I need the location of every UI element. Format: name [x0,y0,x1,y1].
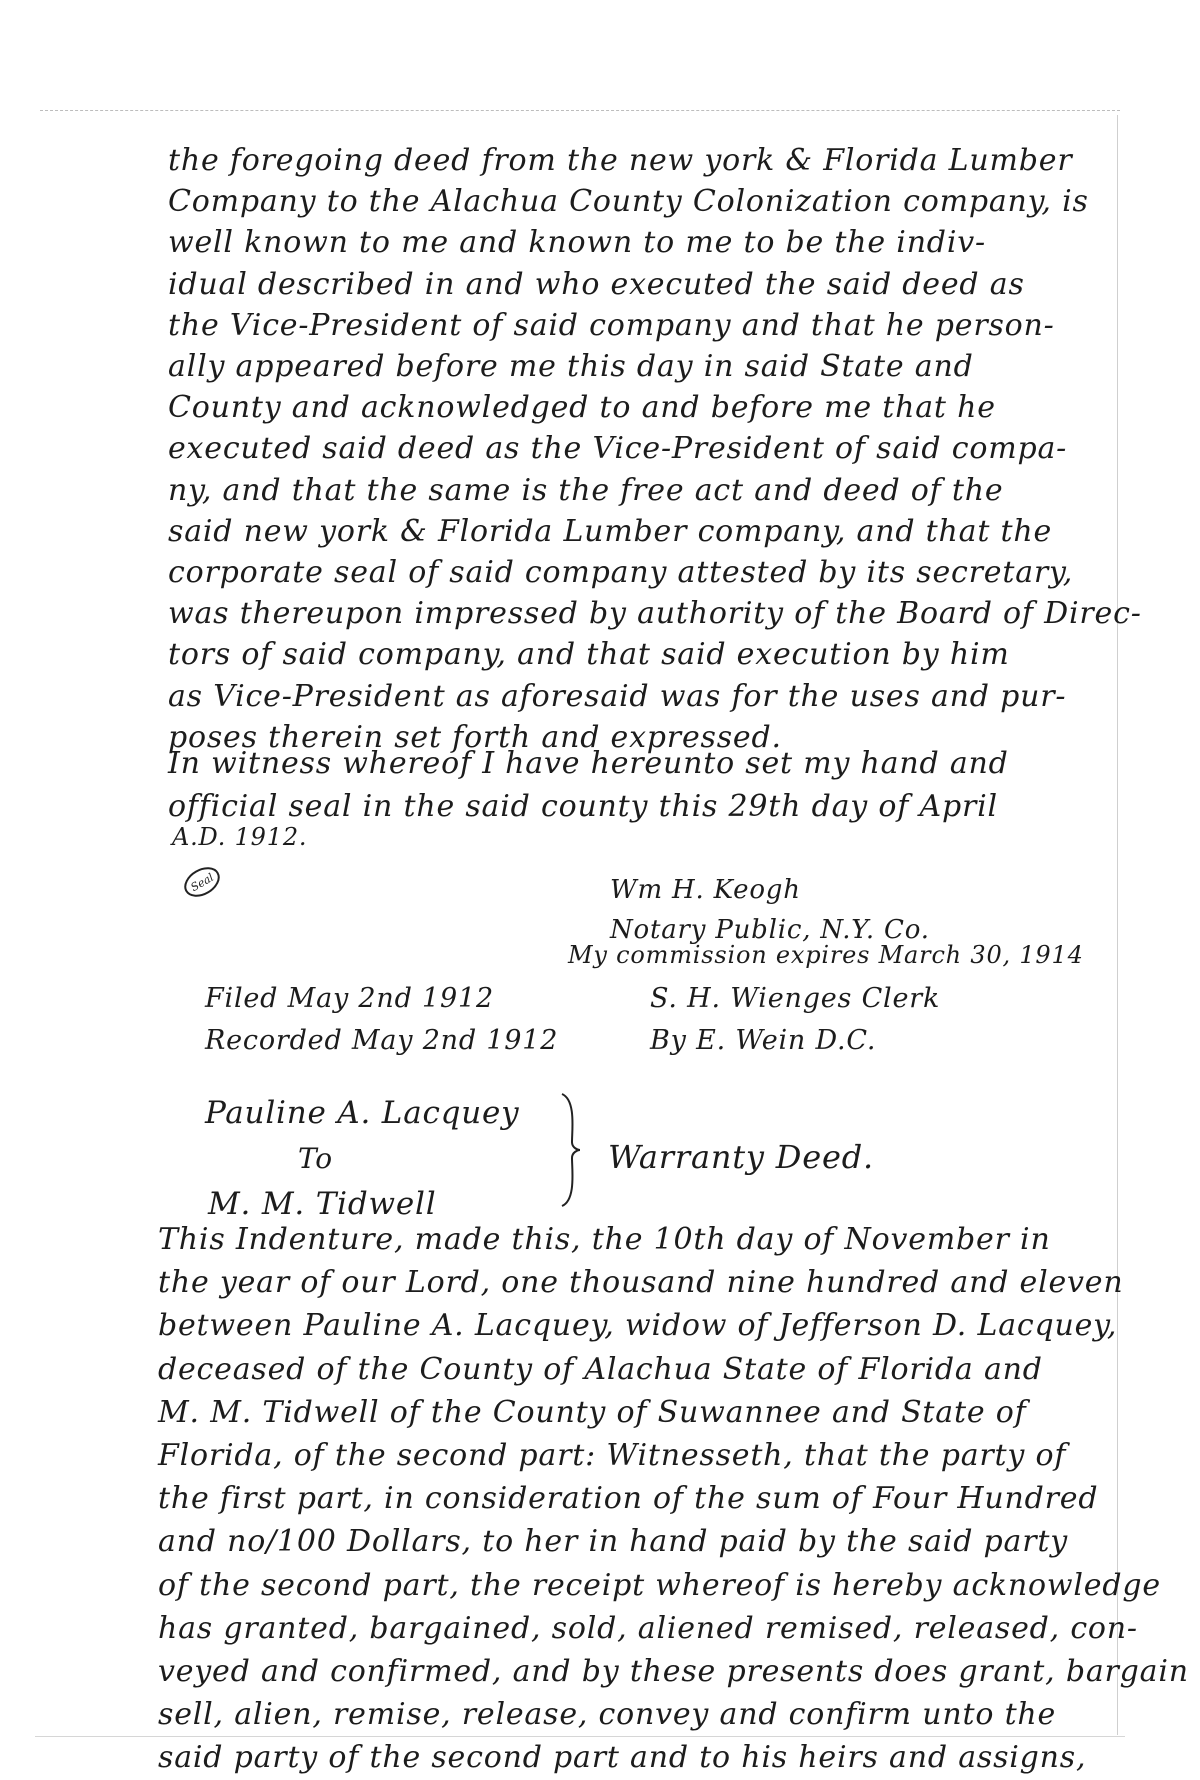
seal-label: Seal [188,870,216,895]
recorded-date: Recorded May 2nd 1912 [205,1025,559,1056]
text-line: Florida, of the second part: Witnesseth, that the party of [158,1438,1067,1474]
deputy-clerk: By E. Wein D.C. [650,1025,877,1056]
text-line: the first part, in consideration of the sum of Four Hundred [158,1481,1099,1517]
acknowledgment-paragraph [168,140,1142,758]
text-line: the year of our Lord, one thousand nine hundred and eleven [158,1265,1124,1301]
text-line: corporate seal of said company attested by its secretary, [168,555,1074,591]
filed-date: Filed May 2nd 1912 [205,983,494,1014]
witness-date: A.D. 1912. [172,823,308,851]
text-line: County and acknowledged to and before me that he [168,390,996,426]
text-line: of the second part, the receipt whereof is hereby acknowledge [158,1567,1161,1603]
grantor-name: Pauline A. Lacquey [205,1095,520,1131]
text-line: has granted, bargained, sold, aliened remised, released, con- [158,1610,1138,1646]
text-line: between Pauline A. Lacquey, widow of Jefferson D. Lacquey, [158,1308,1118,1344]
text-line: idual described in and who executed the said deed as [168,266,1025,302]
text-line: said party of the second part and to his heirs and assigns, [158,1740,1087,1776]
notary-name: Wm H. Keogh [610,875,801,905]
text-line: said new york & Florida Lumber company, and that the [168,513,1053,549]
text-line: poses therein set forth and expressed. [168,719,782,755]
text-line: was thereupon impressed by authority of the Board of Direc- [168,596,1142,632]
to-label: To [298,1142,333,1175]
text-line: the foregoing deed from the new york & Florida Lumber [168,143,1073,178]
clerk-name: S. H. Wienges Clerk [650,983,941,1014]
text-line: In witness whereof I have hereunto set my hand and [168,746,1009,781]
text-line: Company to the Alachua County Colonization company, is [168,184,1089,220]
text-line: official seal in the said county this 29th day of April [168,789,998,824]
parties-brace [558,1090,584,1210]
text-line: ally appeared before me this day in said State and [168,349,974,385]
deed-type: Warranty Deed. [608,1138,874,1176]
commission-expiry: My commission expires March 30, 1914 [568,941,1084,969]
witness-paragraph [168,742,1009,828]
text-line: ny, and that the same is the free act and deed of the [168,472,1004,508]
clerk-record [650,978,940,1062]
text-line: the Vice-President of said company and that he person- [168,307,1055,343]
seal-mark [180,862,224,902]
indenture-paragraph [158,1218,1189,1780]
text-line: and no/100 Dollars, to her in hand paid by the said party [158,1524,1068,1560]
text-line: veyed and confirmed, and by these presents does grant, bargain [158,1654,1189,1690]
text-line: sell, alien, remise, release, convey and confirm unto the [158,1697,1057,1733]
text-line: as Vice-President as aforesaid was for the uses and pur- [168,678,1067,714]
text-line: This Indenture, made this, the 10th day of November in [158,1222,1051,1257]
notary-signature [610,870,930,950]
text-line: tors of said company, and that said execution by him [168,637,1010,673]
notary-title: Notary Public, N.Y. Co. [610,915,930,945]
grantee-name: M. M. Tidwell [208,1186,437,1222]
text-line: well known to me and known to me to be the indiv- [168,225,986,261]
filing-record [205,978,558,1062]
page-edge-top [40,110,1120,111]
text-line: executed said deed as the Vice-President of said compa- [168,431,1068,467]
text-line: M. M. Tidwell of the County of Suwannee and State of [158,1394,1027,1430]
text-line: deceased of the County of Alachua State of Florida and [158,1351,1043,1387]
